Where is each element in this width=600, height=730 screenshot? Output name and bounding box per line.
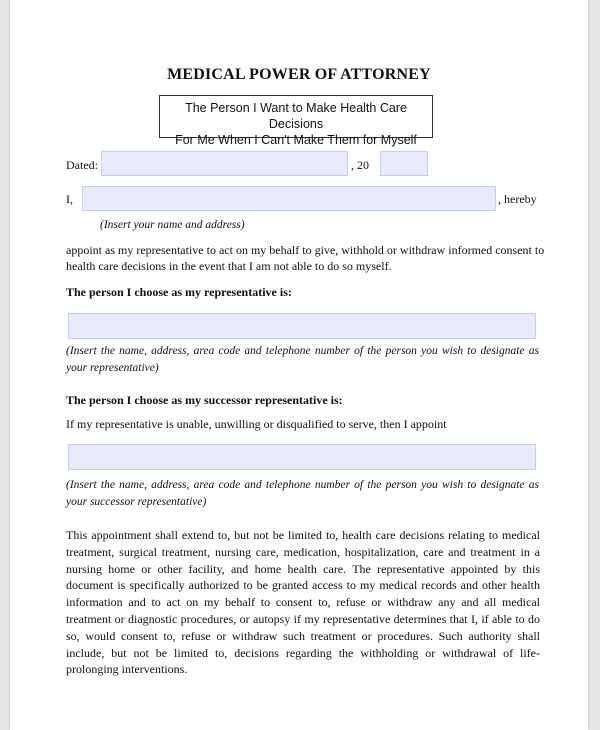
year-field[interactable] xyxy=(380,151,428,176)
name-address-field[interactable] xyxy=(82,186,496,211)
name-hint: (Insert your name and address) xyxy=(100,219,245,231)
successor-field[interactable] xyxy=(68,444,536,470)
subtitle-line-1: The Person I Want to Make Health Care Decisions xyxy=(185,101,407,131)
year-prefix: , 20 xyxy=(351,158,369,172)
successor-hint: (Insert the name, address, area code and telephone number of the person you wish to designate as your successor representative) xyxy=(66,479,539,508)
date-field[interactable] xyxy=(101,151,348,176)
subtitle-box xyxy=(159,95,433,147)
hereby-label: , hereby xyxy=(498,192,537,206)
document-title: MEDICAL POWER OF ATTORNEY xyxy=(167,66,431,83)
representative-field[interactable] xyxy=(68,313,536,339)
appoint-paragraph: appoint as my representative to act on my behalf to give, withhold or withdraw informed consent to health care decisions in the event that I am not able to do so myself. xyxy=(66,243,545,273)
i-label: I, xyxy=(66,192,73,206)
successor-heading: The person I choose as my successor representative is: xyxy=(66,393,343,407)
appointment-paragraph: This appointment shall extend to, but not be limited to, health care decisions relating to medical treatment, surgical treatment, nursing care, medication, hospitalization, care and treatment in a nursing home or other facility, and home health care. The representative appointed by this document is specifically authorized to be granted access to my medical records and other health information and to act on my behalf to consent to, refuse or withdraw any and all medical treatment or diagnostic procedures, or autopsy if my representative determines that I, if able to do so, would consent to, refuse or withdraw such treatment or procedures. Such authority shall include, but not be limited to, decisions regarding the withholding or withdrawal of life-prolonging interventions. xyxy=(66,528,540,677)
representative-heading: The person I choose as my representative is: xyxy=(66,285,292,299)
successor-text: If my representative is unable, unwilling or disqualified to serve, then I appoint xyxy=(66,417,447,431)
document-page xyxy=(10,0,588,730)
representative-hint: (Insert the name, address, area code and telephone number of the person you wish to designate as your representative) xyxy=(66,345,539,374)
dated-label: Dated: xyxy=(66,158,98,172)
subtitle-line-2: For Me When I Can't Make Them for Myself xyxy=(175,133,417,147)
